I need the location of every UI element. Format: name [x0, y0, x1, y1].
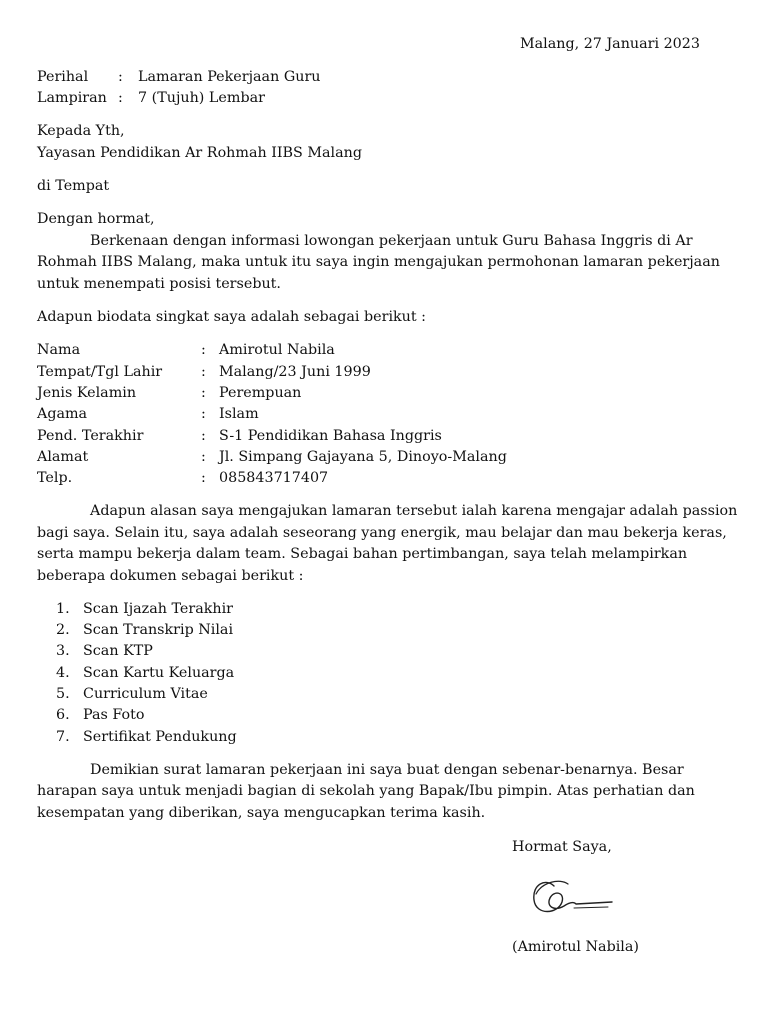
list-text: Scan Kartu Keluarga [83, 665, 235, 681]
biodata-row [37, 383, 637, 405]
list-item [56, 620, 456, 642]
biodata-row [37, 426, 637, 448]
list-number: 6. [56, 707, 70, 723]
list-number: 4. [56, 665, 70, 681]
biodata-label: Tempat/Tgl Lahir [37, 364, 163, 380]
biodata-row [37, 404, 637, 426]
reason-line: serta mampu bekerja dalam team. Sebagai bahan pertimbangan, saya telah melampirkan [37, 546, 688, 562]
recipient-line-1: Kepada Yth, [37, 123, 125, 139]
recipient-line-3: di Tempat [37, 178, 110, 194]
reason-line [37, 501, 737, 523]
reason-line: beberapa dokumen sebagai berikut : [37, 568, 304, 584]
biodata-value: 085843717407 [219, 470, 329, 486]
biodata-value: Malang/23 Juni 1999 [219, 364, 371, 380]
closing-line [37, 760, 684, 782]
biodata-value: S-1 Pendidikan Bahasa Inggris [219, 428, 442, 444]
list-text: Scan Transkrip Nilai [83, 622, 234, 638]
list-number: 1. [56, 601, 70, 617]
biodata-row [37, 468, 637, 490]
closing-line: kesempatan yang diberikan, saya mengucapkan terima kasih. [37, 805, 486, 821]
meta-value: 7 (Tujuh) Lembar [138, 90, 265, 106]
closing-text: Demikian surat lamaran pekerjaan ini saya buat dengan sebenar-benarnya. Besar [90, 762, 684, 778]
list-text: Scan Ijazah Terakhir [83, 601, 234, 617]
biodata-colon: : [201, 449, 206, 465]
reason-text: Adapun alasan saya mengajukan lamaran tersebut ialah karena mengajar adalah passion [90, 503, 738, 519]
meta-colon: : [118, 69, 123, 85]
closing-line: harapan saya untuk menjadi bagian di sekolah yang Bapak/Ibu pimpin. Atas perhatian dan [37, 783, 695, 799]
biodata-label: Nama [37, 342, 81, 358]
biodata-value: Perempuan [219, 385, 302, 401]
biodata-label: Telp. [37, 470, 73, 486]
biodata-label: Jenis Kelamin [37, 385, 137, 401]
intro-line [37, 231, 693, 253]
biodata-value: Islam [219, 406, 259, 422]
biodata-value: Jl. Simpang Gajayana 5, Dinoyo-Malang [219, 449, 507, 465]
list-text: Pas Foto [83, 707, 145, 723]
biodata-label: Alamat [37, 449, 89, 465]
biodata-value: Amirotul Nabila [219, 342, 335, 358]
biodata-colon: : [201, 406, 206, 422]
biodata-colon: : [201, 342, 206, 358]
biodata-colon: : [201, 364, 206, 380]
list-item [56, 705, 456, 727]
meta-label: Lampiran [37, 90, 107, 106]
list-number: 2. [56, 622, 70, 638]
biodata-colon: : [201, 428, 206, 444]
handwritten-signature [524, 872, 616, 924]
biodata-colon: : [201, 470, 206, 486]
list-number: 3. [56, 643, 70, 659]
biodata-row [37, 362, 637, 384]
signer-name: (Amirotul Nabila) [512, 939, 639, 955]
list-item [56, 641, 456, 663]
list-number: 5. [56, 686, 70, 702]
meta-value: Lamaran Pekerjaan Guru [138, 69, 321, 85]
list-item [56, 599, 456, 621]
biodata-intro: Adapun biodata singkat saya adalah sebagai berikut : [37, 309, 426, 325]
recipient-line-2: Yayasan Pendidikan Ar Rohmah IIBS Malang [37, 145, 362, 161]
greeting: Dengan hormat, [37, 211, 155, 227]
closing-salutation: Hormat Saya, [512, 839, 612, 855]
intro-line: Rohmah IIBS Malang, maka untuk itu saya ingin mengajukan permohonan lamaran pekerjaan [37, 254, 720, 270]
biodata-colon: : [201, 385, 206, 401]
reason-line: bagi saya. Selain itu, saya adalah seseorang yang energik, mau belajar dan mau bekerja keras, [37, 525, 727, 541]
biodata-row [37, 447, 637, 469]
list-text: Curriculum Vitae [83, 686, 208, 702]
intro-text: Berkenaan dengan informasi lowongan pekerjaan untuk Guru Bahasa Inggris di Ar [90, 233, 693, 249]
meta-label: Perihal [37, 69, 89, 85]
meta-colon: : [118, 90, 123, 106]
biodata-label: Agama [37, 406, 88, 422]
letter-date: Malang, 27 Januari 2023 [520, 36, 700, 52]
intro-line: untuk menempati posisi tersebut. [37, 276, 281, 292]
list-item [56, 727, 456, 749]
list-text: Sertifikat Pendukung [83, 729, 237, 745]
biodata-row [37, 340, 637, 362]
list-item [56, 684, 456, 706]
biodata-label: Pend. Terakhir [37, 428, 144, 444]
list-text: Scan KTP [83, 643, 153, 659]
list-number: 7. [56, 729, 70, 745]
list-item [56, 663, 456, 685]
